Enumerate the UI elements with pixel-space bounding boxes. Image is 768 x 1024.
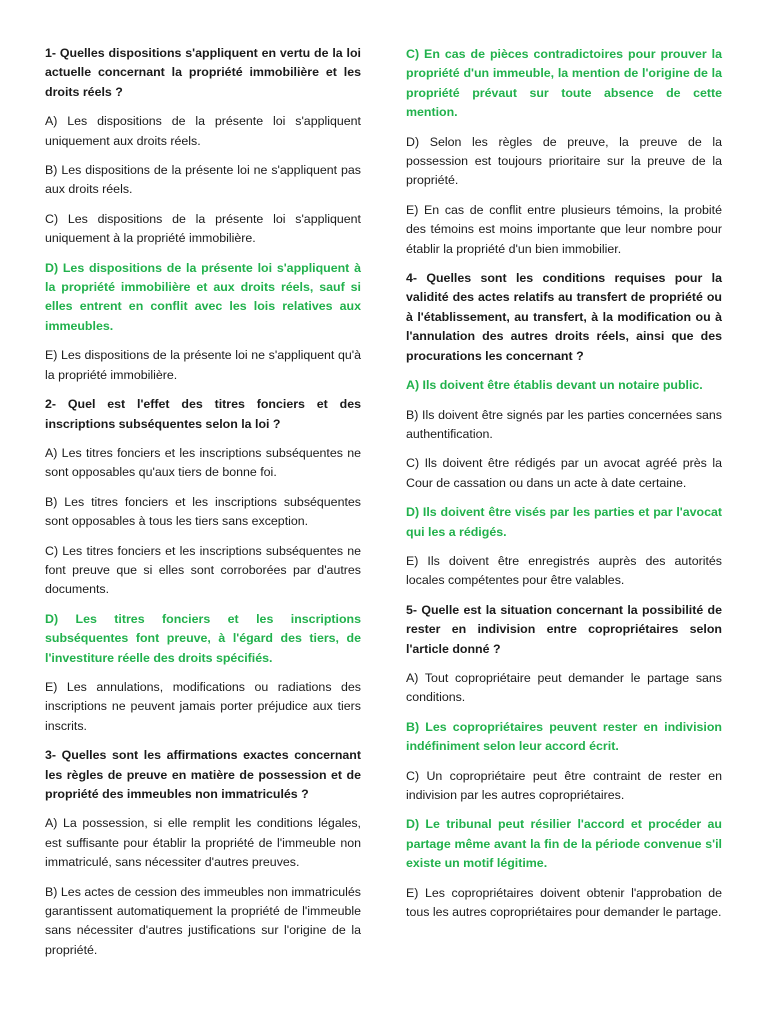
q3-option-b: B) Les actes de cession des immeubles non immatriculés garantissent automatiquement la propriété de l'immeuble sans nécessiter d'autres justifications sur l'origine de la propriété. [45, 884, 361, 957]
q5-option-d-correct: D) Le tribunal peut résilier l'accord et procéder au partage même avant la fin de la période convenue s'il existe un motif légitime. [406, 817, 722, 871]
q1-option-a: A) Les dispositions de la présente loi s'appliquent uniquement aux droits réels. [45, 114, 361, 148]
q2-option-c: C) Les titres fonciers et les inscriptions subséquentes ne font preuve que si elles sont corroborées par d'autres documents. [45, 543, 361, 597]
q1-option-d-correct: D) Les dispositions de la présente loi s'appliquent à la propriété immobilière et aux droits réels, sauf si elles entrent en conflit avec les lois relatives aux immeubles. [45, 260, 361, 333]
q5-option-a: A) Tout copropriétaire peut demander le partage sans conditions. [406, 670, 722, 705]
q1-option-e: E) Les dispositions de la présente loi ne s'appliquent qu'à la propriété immobilière. [45, 348, 361, 382]
question-2: 2- Quel est l'effet des titres fonciers et des inscriptions subséquentes selon la loi ? [45, 397, 361, 431]
q4-option-e: E) Ils doivent être enregistrés auprès des autorités locales compétentes pour être valables. [406, 553, 722, 588]
question-5: 5- Quelle est la situation concernant la possibilité de rester en indivision entre copropriétaires selon l'article donné ? [406, 602, 722, 656]
q2-option-b: B) Les titres fonciers et les inscriptions subséquentes sont opposables à tous les tiers sans exception. [45, 494, 361, 529]
q1-option-c: C) Les dispositions de la présente loi s'appliquent uniquement à la propriété immobilière. [45, 211, 361, 246]
q3-option-c-correct: C) En cas de pièces contradictoires pour prouver la propriété d'un immeuble, la mention de l'origine de la propriété prévaut sur toute absence de cette mention. [406, 47, 722, 120]
question-1: 1- Quelles dispositions s'appliquent en vertu de la loi actuelle concernant la propriété immobilière et les droits réels ? [45, 46, 361, 99]
question-3: 3- Quelles sont les affirmations exactes concernant les règles de preuve en matière de possession et de propriété des immeubles non immatriculés ? [45, 748, 361, 801]
q4-option-b: B) Ils doivent être signés par les parties concernées sans authentification. [406, 407, 722, 441]
q3-option-d: D) Selon les règles de preuve, la preuve de la possession est toujours prioritaire sur la preuve de la propriété. [406, 134, 722, 188]
q5-option-e: E) Les copropriétaires doivent obtenir l'approbation de tous les autres copropriétaires pour demander le partage. [406, 885, 722, 920]
q4-option-d-correct: D) Ils doivent être visés par les parties et par l'avocat qui les a rédigés. [406, 505, 722, 539]
q4-option-a-correct: A) Ils doivent être établis devant un notaire public. [406, 378, 703, 393]
q4-option-c: C) Ils doivent être rédigés par un avocat agréé près la Cour de cassation ou dans un acte à date certaine. [406, 456, 722, 490]
q2-option-e: E) Les annulations, modifications ou radiations des inscriptions ne peuvent jamais porter préjudice aux tiers inscrits. [45, 679, 361, 733]
q2-option-d-correct: D) Les titres fonciers et les inscriptions subséquentes font preuve, à l'égard des tiers, de l'investiture réelle des droits spécifiés. [45, 611, 361, 665]
left-column [45, 44, 361, 970]
question-4: 4- Quelles sont les conditions requises pour la validité des actes relatifs au transfert de propriété ou à l'établissement, au transfert, à la modification ou à l'annulation des autres droits réels, ainsi que des procurations les concernant ? [406, 271, 722, 363]
q2-option-a: A) Les titres fonciers et les inscriptions subséquentes ne sont opposables qu'aux tiers de bonne foi. [45, 445, 361, 480]
q5-option-c: C) Un copropriétaire peut être contraint de rester en indivision par les autres copropriétaires. [406, 768, 722, 802]
q1-option-b: B) Les dispositions de la présente loi ne s'appliquent pas aux droits réels. [45, 163, 361, 197]
q3-option-a: A) La possession, si elle remplit les conditions légales, est suffisante pour établir la propriété de l'immeuble non immatriculé, sans nécessiter d'autres preuves. [45, 816, 361, 870]
right-column [406, 45, 722, 932]
q5-option-b-correct: B) Les copropriétaires peuvent rester en indivision indéfiniment selon leur accord écrit. [406, 719, 722, 754]
q3-option-e: E) En cas de conflit entre plusieurs témoins, la probité des témoins est moins importante que leur nombre pour établir la propriété d'un bien immobilier. [406, 202, 722, 256]
